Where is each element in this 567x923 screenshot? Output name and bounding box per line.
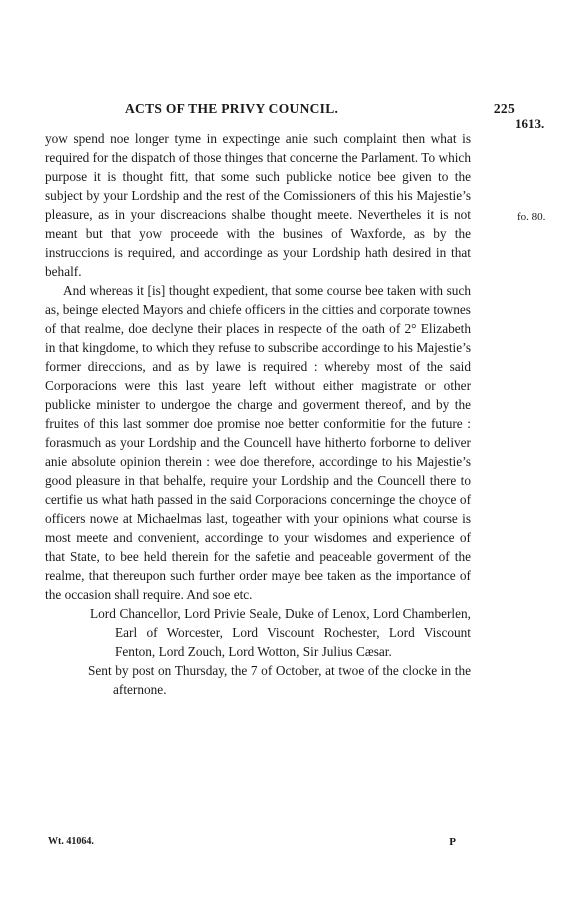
page-footer [48,836,468,847]
signatories-list: Lord Chancellor, Lord Privie Seale, Duke of Lenox, Lord Chamberlen, Earl of Worcester, Lord Viscount Rochester, Lord Viscount Fenton, Lord Zouch, Lord Wotton, Sir Julius Cæsar. [90,606,471,659]
paragraph-continuation: yow spend noe longer tyme in expectinge anie such complaint then what is required for the dispatch of those thinges that concerne the Parlament. To which purpose it is thought fitt, that some such publicke notice bee given to the subject by your Lordship and the rest of the Comissioners of this his Majestie’s pleasure, as in your discreacions shalbe thought meete. Nevertheles it is not meant but that yow proceede with the busines of Waxforde, as by the instruccions is required, and accordinge as your Lordship hath desired in that behalf. [45,131,471,279]
page-title: ACTS OF THE PRIVY COUNCIL. [125,101,339,116]
signature-mark: P [449,836,456,848]
margin-year: 1613. [515,116,545,131]
paragraph-corporacions: And whereas it [is] thought expedient, that some course bee taken with such as, beinge elected Mayors and chiefe officers in the citties and corporate townes of that realme, doe declyne their places in respecte of the oath of 2° Elizabeth in that kingdome, to which they refuse to subscribe accordinge to his Majestie’s former direccions, and as by lawe is required : whereby most of the said Corporacions were this last yeare left without either magistrate or other publicke minister to undergoe the charge and goverment thereof, and by the fruites of this last sommer doe promise noe better conformitie for the future : forasmuch as your Lordship and the Councell have hitherto forborne to deliver anie absolute opinion therein : wee doe therefore, accordinge to his Majestie’s good pleasure in that behalfe, require your Lordship and the Councell there to certifie us what hath passed in the said Corporacions concerninge the choyce of officers nowe at Michaelmas last, togeather with your opinions what course is most meete and convenient, accordinge to your wisdomes and experience of that State, to bee held therein for the safetie and peaceable goverment of the realme, that thereupon such further order maye bee taken as the importance of the occasion shall require. And soe etc. [45,283,471,602]
dispatch-note: Sent by post on Thursday, the 7 of October, at twoe of the clocke in the afternone. [88,663,471,697]
document-body [45,129,471,699]
page-number: 225 [493,101,515,116]
margin-folio: fo. 80. [517,211,546,223]
printer-mark: Wt. 41064. [48,836,94,847]
